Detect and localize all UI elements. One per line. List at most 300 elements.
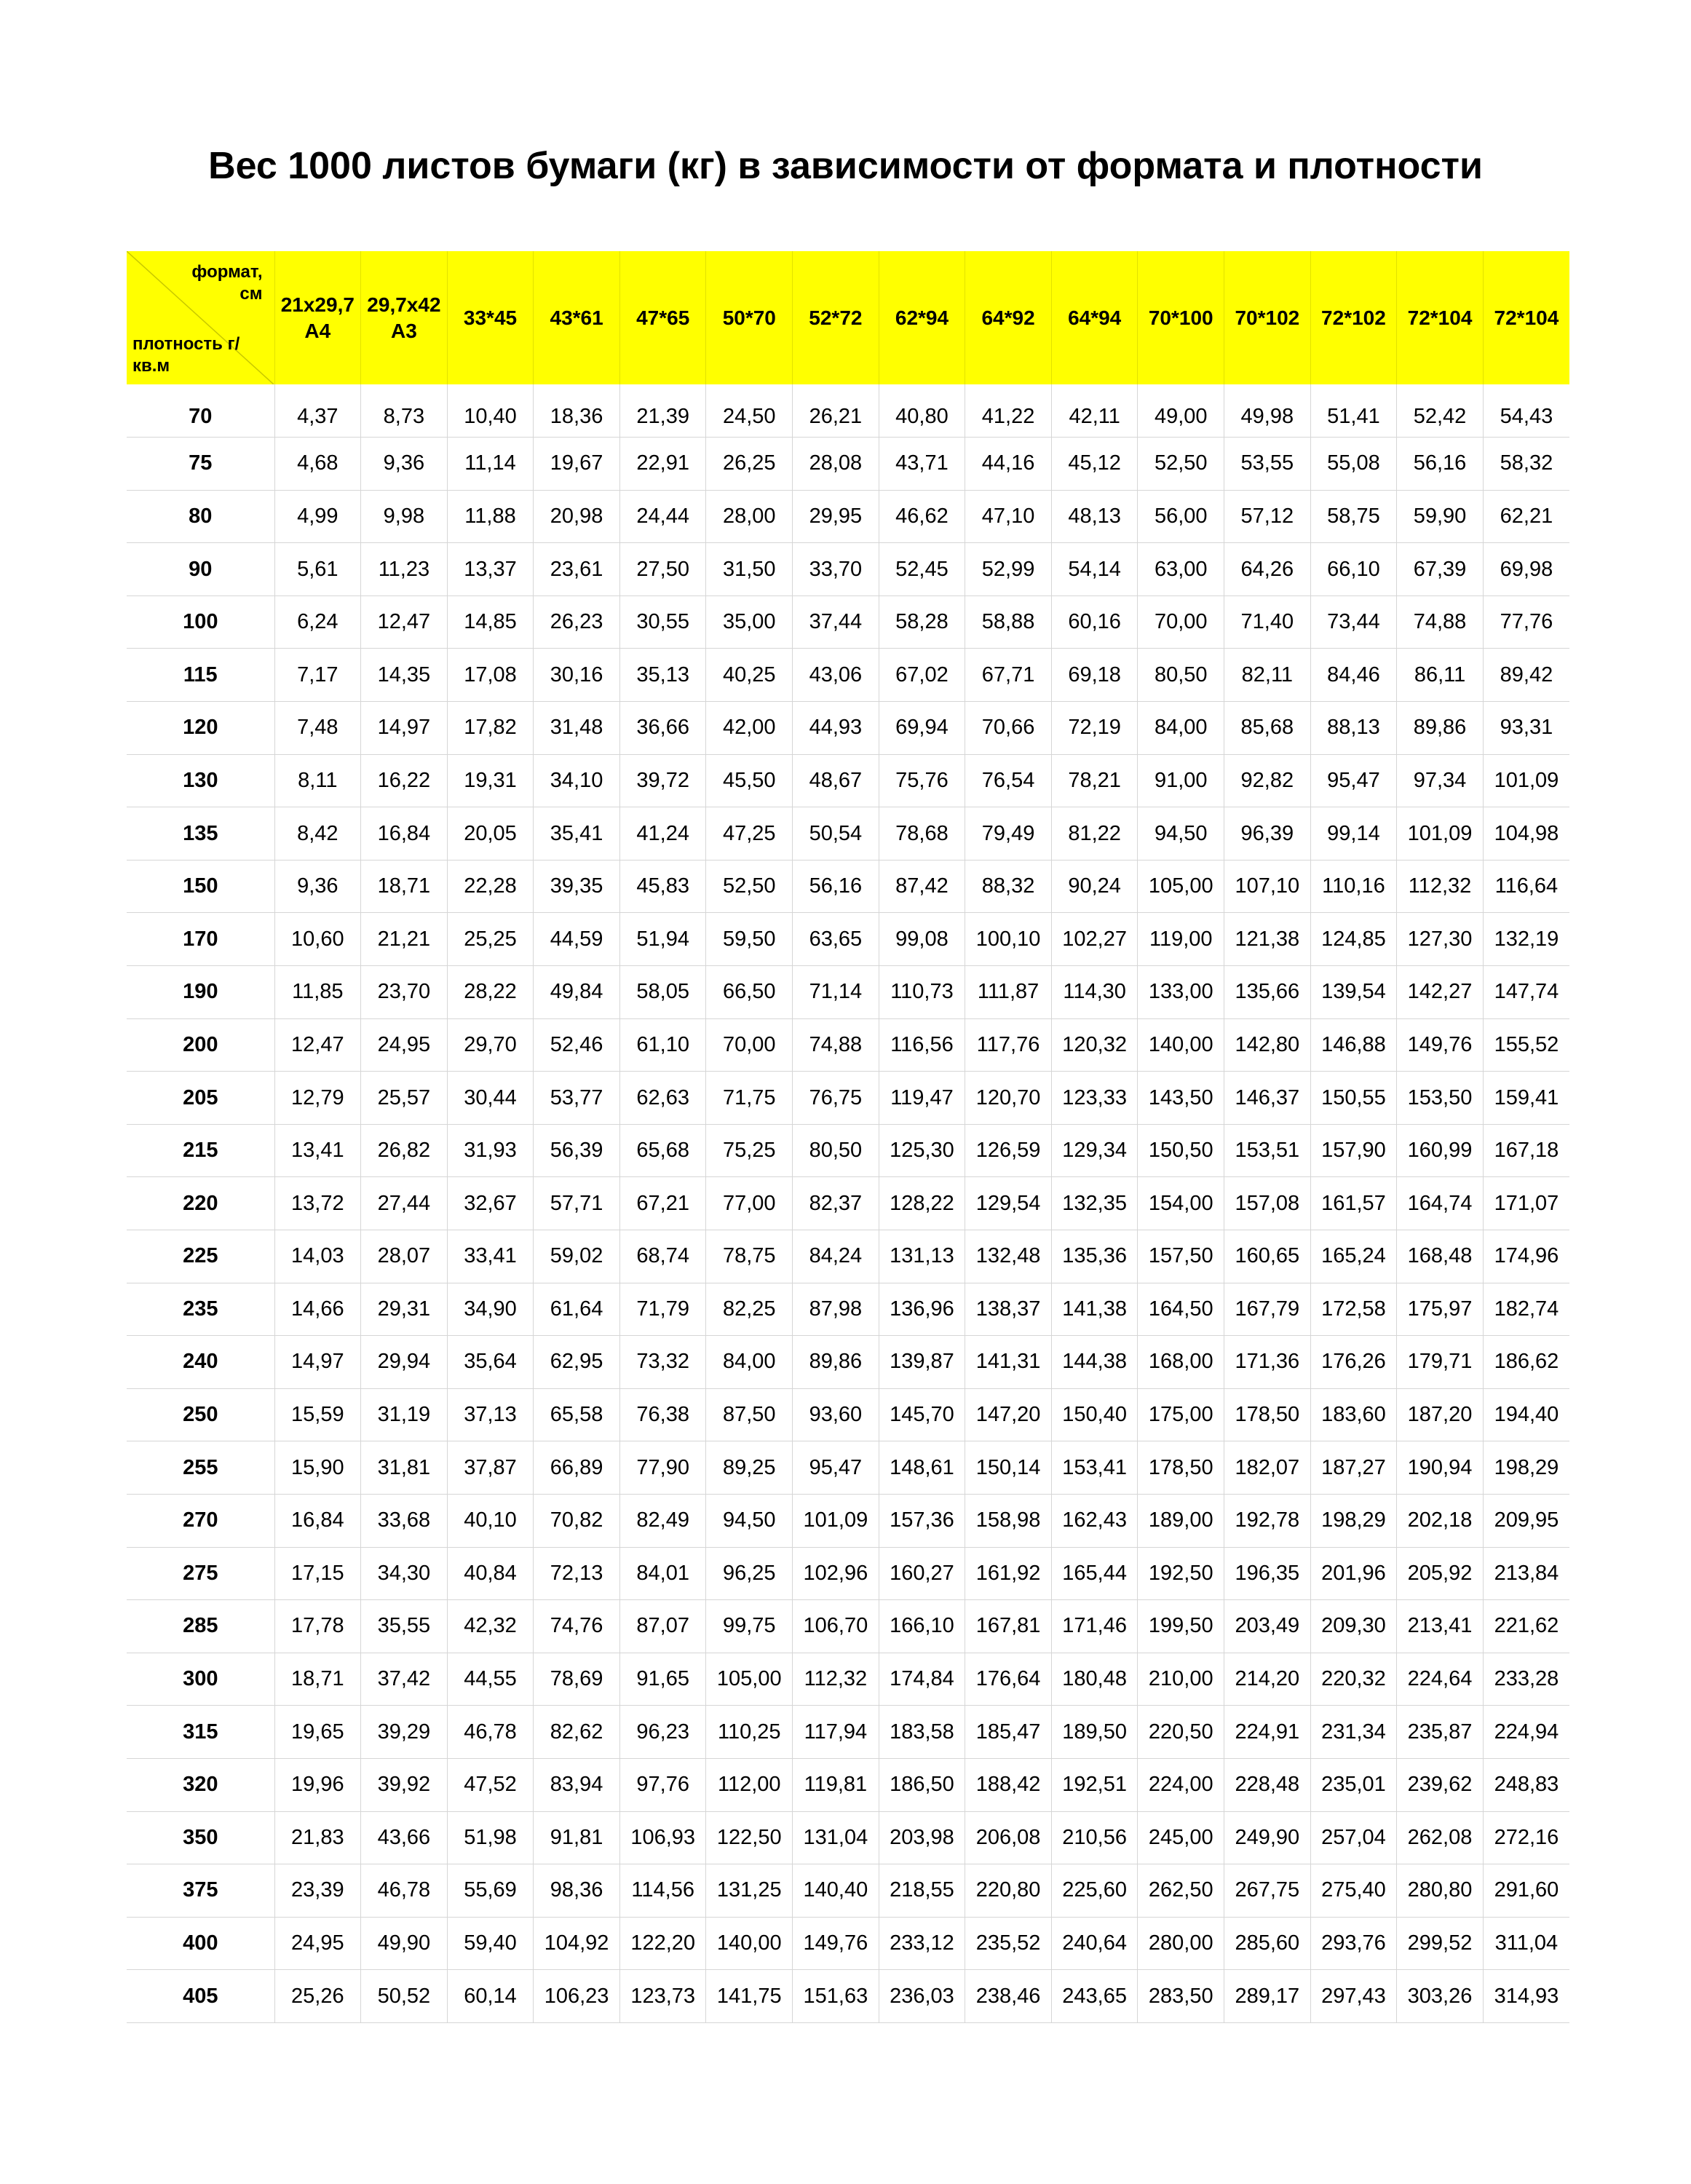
table-body xyxy=(127,384,1569,2022)
weight-cell: 66,50 xyxy=(706,966,793,1019)
weight-cell: 67,21 xyxy=(619,1177,706,1230)
weight-cell: 56,00 xyxy=(1138,490,1224,543)
weight-cell: 62,63 xyxy=(619,1072,706,1125)
weight-cell: 160,99 xyxy=(1397,1124,1484,1177)
weight-cell: 49,00 xyxy=(1138,384,1224,438)
density-cell: 75 xyxy=(127,438,274,491)
weight-cell: 198,29 xyxy=(1310,1494,1397,1547)
weight-cell: 157,36 xyxy=(879,1494,965,1547)
density-axis-label xyxy=(132,333,242,377)
weight-cell: 17,08 xyxy=(447,649,534,702)
weight-cell: 141,75 xyxy=(706,1970,793,2023)
weight-cell: 117,94 xyxy=(793,1706,879,1759)
page-title: Вес 1000 листов бумаги (кг) в зависимости от формата и плотности xyxy=(208,145,1483,187)
table-row xyxy=(127,1811,1569,1864)
weight-cell: 235,87 xyxy=(1397,1706,1484,1759)
weight-cell: 43,71 xyxy=(879,438,965,491)
weight-cell: 133,00 xyxy=(1138,966,1224,1019)
density-cell: 150 xyxy=(127,860,274,913)
column-header-size: 72*104 xyxy=(1407,306,1473,329)
weight-cell: 149,76 xyxy=(793,1917,879,1970)
paper-weight-table xyxy=(127,251,1569,2023)
density-cell: 400 xyxy=(127,1917,274,1970)
weight-cell: 289,17 xyxy=(1224,1970,1311,2023)
weight-cell: 32,67 xyxy=(447,1177,534,1230)
weight-cell: 182,74 xyxy=(1483,1283,1569,1336)
column-header xyxy=(1051,251,1138,384)
table-row xyxy=(127,1018,1569,1072)
weight-cell: 44,55 xyxy=(447,1653,534,1706)
weight-cell: 66,89 xyxy=(534,1441,620,1495)
weight-cell: 175,97 xyxy=(1397,1283,1484,1336)
weight-cell: 164,74 xyxy=(1397,1177,1484,1230)
table-row xyxy=(127,596,1569,649)
weight-cell: 35,64 xyxy=(447,1336,534,1389)
weight-cell: 20,98 xyxy=(534,490,620,543)
weight-cell: 139,87 xyxy=(879,1336,965,1389)
weight-cell: 155,52 xyxy=(1483,1018,1569,1072)
weight-cell: 135,66 xyxy=(1224,966,1311,1019)
weight-cell: 117,76 xyxy=(965,1018,1052,1072)
weight-cell: 205,92 xyxy=(1397,1547,1484,1600)
weight-cell: 37,87 xyxy=(447,1441,534,1495)
weight-cell: 57,12 xyxy=(1224,490,1311,543)
weight-cell: 29,94 xyxy=(361,1336,448,1389)
weight-cell: 127,30 xyxy=(1397,913,1484,966)
weight-cell: 36,66 xyxy=(619,702,706,755)
weight-cell: 18,71 xyxy=(361,860,448,913)
weight-cell: 101,09 xyxy=(1483,754,1569,807)
table-row xyxy=(127,384,1569,438)
table-row xyxy=(127,490,1569,543)
weight-cell: 224,91 xyxy=(1224,1706,1311,1759)
weight-cell: 58,28 xyxy=(879,596,965,649)
weight-cell: 6,24 xyxy=(274,596,361,649)
weight-cell: 141,38 xyxy=(1051,1283,1138,1336)
weight-cell: 107,10 xyxy=(1224,860,1311,913)
weight-cell: 15,59 xyxy=(274,1388,361,1441)
weight-cell: 76,38 xyxy=(619,1388,706,1441)
table-row xyxy=(127,1653,1569,1706)
weight-cell: 71,40 xyxy=(1224,596,1311,649)
weight-cell: 203,49 xyxy=(1224,1600,1311,1653)
weight-cell: 149,76 xyxy=(1397,1018,1484,1072)
weight-cell: 97,34 xyxy=(1397,754,1484,807)
weight-cell: 34,30 xyxy=(361,1547,448,1600)
weight-cell: 49,90 xyxy=(361,1917,448,1970)
weight-cell: 159,41 xyxy=(1483,1072,1569,1125)
weight-cell: 53,55 xyxy=(1224,438,1311,491)
weight-cell: 131,25 xyxy=(706,1864,793,1918)
weight-cell: 34,10 xyxy=(534,754,620,807)
column-header xyxy=(534,251,620,384)
table-row xyxy=(127,1124,1569,1177)
weight-cell: 60,14 xyxy=(447,1970,534,2023)
weight-cell: 31,81 xyxy=(361,1441,448,1495)
weight-cell: 210,00 xyxy=(1138,1653,1224,1706)
weight-cell: 186,62 xyxy=(1483,1336,1569,1389)
weight-cell: 174,96 xyxy=(1483,1230,1569,1283)
weight-cell: 95,47 xyxy=(793,1441,879,1495)
weight-cell: 82,25 xyxy=(706,1283,793,1336)
weight-cell: 77,00 xyxy=(706,1177,793,1230)
weight-cell: 192,78 xyxy=(1224,1494,1311,1547)
weight-cell: 42,32 xyxy=(447,1600,534,1653)
weight-cell: 14,03 xyxy=(274,1230,361,1283)
weight-cell: 51,94 xyxy=(619,913,706,966)
weight-cell: 209,30 xyxy=(1310,1600,1397,1653)
weight-cell: 132,19 xyxy=(1483,913,1569,966)
weight-cell: 10,40 xyxy=(447,384,534,438)
weight-cell: 172,58 xyxy=(1310,1283,1397,1336)
table-row xyxy=(127,1177,1569,1230)
weight-cell: 87,42 xyxy=(879,860,965,913)
weight-cell: 201,96 xyxy=(1310,1547,1397,1600)
weight-cell: 80,50 xyxy=(793,1124,879,1177)
weight-cell: 86,11 xyxy=(1397,649,1484,702)
column-header xyxy=(1310,251,1397,384)
weight-cell: 228,48 xyxy=(1224,1758,1311,1811)
weight-cell: 213,41 xyxy=(1397,1600,1484,1653)
weight-cell: 105,00 xyxy=(706,1653,793,1706)
weight-cell: 83,94 xyxy=(534,1758,620,1811)
table-row xyxy=(127,1547,1569,1600)
weight-cell: 143,50 xyxy=(1138,1072,1224,1125)
weight-cell: 45,83 xyxy=(619,860,706,913)
weight-cell: 18,36 xyxy=(534,384,620,438)
weight-cell: 81,22 xyxy=(1051,807,1138,860)
weight-cell: 21,39 xyxy=(619,384,706,438)
weight-cell: 66,10 xyxy=(1310,543,1397,596)
weight-cell: 16,84 xyxy=(361,807,448,860)
weight-cell: 12,47 xyxy=(361,596,448,649)
weight-cell: 20,05 xyxy=(447,807,534,860)
weight-cell: 46,78 xyxy=(447,1706,534,1759)
weight-cell: 21,21 xyxy=(361,913,448,966)
weight-cell: 74,88 xyxy=(1397,596,1484,649)
density-cell: 130 xyxy=(127,754,274,807)
column-header xyxy=(1138,251,1224,384)
weight-cell: 30,44 xyxy=(447,1072,534,1125)
weight-cell: 21,83 xyxy=(274,1811,361,1864)
weight-cell: 88,13 xyxy=(1310,702,1397,755)
weight-cell: 214,20 xyxy=(1224,1653,1311,1706)
weight-cell: 123,33 xyxy=(1051,1072,1138,1125)
weight-cell: 171,46 xyxy=(1051,1600,1138,1653)
weight-cell: 150,55 xyxy=(1310,1072,1397,1125)
density-cell: 170 xyxy=(127,913,274,966)
table-row xyxy=(127,1230,1569,1283)
weight-cell: 153,41 xyxy=(1051,1441,1138,1495)
weight-cell: 67,71 xyxy=(965,649,1052,702)
weight-cell: 99,14 xyxy=(1310,807,1397,860)
weight-cell: 30,55 xyxy=(619,596,706,649)
column-header xyxy=(361,251,448,384)
weight-cell: 51,41 xyxy=(1310,384,1397,438)
weight-cell: 233,28 xyxy=(1483,1653,1569,1706)
weight-cell: 189,50 xyxy=(1051,1706,1138,1759)
weight-cell: 35,55 xyxy=(361,1600,448,1653)
weight-cell: 10,60 xyxy=(274,913,361,966)
weight-cell: 167,18 xyxy=(1483,1124,1569,1177)
weight-cell: 190,94 xyxy=(1397,1441,1484,1495)
weight-cell: 140,00 xyxy=(706,1917,793,1970)
weight-cell: 71,75 xyxy=(706,1072,793,1125)
weight-cell: 22,91 xyxy=(619,438,706,491)
weight-cell: 146,37 xyxy=(1224,1072,1311,1125)
weight-cell: 140,00 xyxy=(1138,1018,1224,1072)
column-header-size: 33*45 xyxy=(463,306,518,329)
weight-cell: 162,43 xyxy=(1051,1494,1138,1547)
column-header xyxy=(1483,251,1569,384)
density-cell: 320 xyxy=(127,1758,274,1811)
weight-cell: 132,35 xyxy=(1051,1177,1138,1230)
weight-cell: 43,66 xyxy=(361,1811,448,1864)
weight-cell: 17,82 xyxy=(447,702,534,755)
weight-cell: 76,75 xyxy=(793,1072,879,1125)
weight-cell: 29,31 xyxy=(361,1283,448,1336)
weight-cell: 111,87 xyxy=(965,966,1052,1019)
weight-cell: 102,96 xyxy=(793,1547,879,1600)
weight-cell: 203,98 xyxy=(879,1811,965,1864)
weight-cell: 89,86 xyxy=(1397,702,1484,755)
weight-cell: 14,66 xyxy=(274,1283,361,1336)
weight-cell: 280,00 xyxy=(1138,1917,1224,1970)
weight-cell: 31,19 xyxy=(361,1388,448,1441)
weight-cell: 52,99 xyxy=(965,543,1052,596)
column-header-size: 43*61 xyxy=(550,306,603,329)
weight-cell: 112,00 xyxy=(706,1758,793,1811)
weight-cell: 245,00 xyxy=(1138,1811,1224,1864)
weight-cell: 14,97 xyxy=(274,1336,361,1389)
weight-cell: 84,00 xyxy=(706,1336,793,1389)
weight-cell: 11,85 xyxy=(274,966,361,1019)
table-row xyxy=(127,543,1569,596)
weight-cell: 196,35 xyxy=(1224,1547,1311,1600)
weight-cell: 78,68 xyxy=(879,807,965,860)
weight-cell: 101,09 xyxy=(793,1494,879,1547)
weight-cell: 45,50 xyxy=(706,754,793,807)
column-header-size: 70*102 xyxy=(1235,306,1300,329)
weight-cell: 61,10 xyxy=(619,1018,706,1072)
weight-cell: 94,50 xyxy=(1138,807,1224,860)
weight-cell: 40,84 xyxy=(447,1547,534,1600)
weight-cell: 122,50 xyxy=(706,1811,793,1864)
weight-cell: 105,00 xyxy=(1138,860,1224,913)
weight-cell: 13,37 xyxy=(447,543,534,596)
weight-cell: 30,16 xyxy=(534,649,620,702)
weight-cell: 112,32 xyxy=(793,1653,879,1706)
weight-cell: 65,68 xyxy=(619,1124,706,1177)
weight-cell: 157,08 xyxy=(1224,1177,1311,1230)
weight-cell: 71,79 xyxy=(619,1283,706,1336)
column-header xyxy=(447,251,534,384)
weight-cell: 120,70 xyxy=(965,1072,1052,1125)
weight-cell: 153,51 xyxy=(1224,1124,1311,1177)
weight-cell: 75,76 xyxy=(879,754,965,807)
weight-cell: 18,71 xyxy=(274,1653,361,1706)
density-cell: 250 xyxy=(127,1388,274,1441)
weight-cell: 132,48 xyxy=(965,1230,1052,1283)
weight-cell: 52,45 xyxy=(879,543,965,596)
weight-cell: 120,32 xyxy=(1051,1018,1138,1072)
table-row xyxy=(127,1072,1569,1125)
weight-cell: 100,10 xyxy=(965,913,1052,966)
weight-cell: 26,21 xyxy=(793,384,879,438)
density-cell: 375 xyxy=(127,1864,274,1918)
column-header xyxy=(1224,251,1311,384)
weight-cell: 44,59 xyxy=(534,913,620,966)
weight-cell: 179,71 xyxy=(1397,1336,1484,1389)
weight-cell: 69,98 xyxy=(1483,543,1569,596)
weight-cell: 31,50 xyxy=(706,543,793,596)
weight-cell: 176,64 xyxy=(965,1653,1052,1706)
weight-cell: 74,88 xyxy=(793,1018,879,1072)
weight-cell: 11,14 xyxy=(447,438,534,491)
weight-cell: 79,49 xyxy=(965,807,1052,860)
weight-cell: 187,20 xyxy=(1397,1388,1484,1441)
weight-cell: 126,59 xyxy=(965,1124,1052,1177)
weight-cell: 23,61 xyxy=(534,543,620,596)
table-row xyxy=(127,649,1569,702)
weight-cell: 47,25 xyxy=(706,807,793,860)
weight-cell: 123,73 xyxy=(619,1970,706,2023)
weight-cell: 167,81 xyxy=(965,1600,1052,1653)
weight-cell: 19,31 xyxy=(447,754,534,807)
weight-cell: 178,50 xyxy=(1224,1388,1311,1441)
weight-cell: 75,25 xyxy=(706,1124,793,1177)
weight-cell: 31,93 xyxy=(447,1124,534,1177)
weight-cell: 311,04 xyxy=(1483,1917,1569,1970)
table-row xyxy=(127,702,1569,755)
weight-cell: 224,64 xyxy=(1397,1653,1484,1706)
table-row xyxy=(127,807,1569,860)
weight-cell: 167,79 xyxy=(1224,1283,1311,1336)
weight-cell: 87,07 xyxy=(619,1600,706,1653)
weight-cell: 224,94 xyxy=(1483,1706,1569,1759)
weight-cell: 231,34 xyxy=(1310,1706,1397,1759)
weight-cell: 188,42 xyxy=(965,1758,1052,1811)
density-cell: 405 xyxy=(127,1970,274,2023)
weight-cell: 31,48 xyxy=(534,702,620,755)
weight-cell: 89,42 xyxy=(1483,649,1569,702)
weight-cell: 166,10 xyxy=(879,1600,965,1653)
weight-cell: 73,44 xyxy=(1310,596,1397,649)
weight-cell: 218,55 xyxy=(879,1864,965,1918)
weight-cell: 104,98 xyxy=(1483,807,1569,860)
corner-header-cell xyxy=(127,251,274,384)
weight-cell: 43,06 xyxy=(793,649,879,702)
weight-cell: 48,67 xyxy=(793,754,879,807)
weight-cell: 84,01 xyxy=(619,1547,706,1600)
weight-cell: 54,43 xyxy=(1483,384,1569,438)
weight-cell: 158,98 xyxy=(965,1494,1052,1547)
weight-cell: 150,14 xyxy=(965,1441,1052,1495)
weight-cell: 7,48 xyxy=(274,702,361,755)
weight-cell: 91,81 xyxy=(534,1811,620,1864)
table-row xyxy=(127,1388,1569,1441)
weight-cell: 25,57 xyxy=(361,1072,448,1125)
weight-cell: 187,27 xyxy=(1310,1441,1397,1495)
weight-cell: 192,50 xyxy=(1138,1547,1224,1600)
weight-cell: 131,04 xyxy=(793,1811,879,1864)
weight-cell: 90,24 xyxy=(1051,860,1138,913)
weight-cell: 50,54 xyxy=(793,807,879,860)
weight-cell: 112,32 xyxy=(1397,860,1484,913)
weight-cell: 99,75 xyxy=(706,1600,793,1653)
weight-cell: 37,42 xyxy=(361,1653,448,1706)
column-header xyxy=(619,251,706,384)
weight-cell: 24,44 xyxy=(619,490,706,543)
weight-cell: 84,00 xyxy=(1138,702,1224,755)
weight-cell: 59,50 xyxy=(706,913,793,966)
weight-cell: 29,70 xyxy=(447,1018,534,1072)
weight-cell: 28,22 xyxy=(447,966,534,1019)
weight-cell: 114,30 xyxy=(1051,966,1138,1019)
table-row xyxy=(127,754,1569,807)
weight-cell: 4,68 xyxy=(274,438,361,491)
weight-cell: 87,50 xyxy=(706,1388,793,1441)
weight-cell: 70,82 xyxy=(534,1494,620,1547)
weight-cell: 56,16 xyxy=(1397,438,1484,491)
table-row xyxy=(127,1706,1569,1759)
weight-cell: 116,56 xyxy=(879,1018,965,1072)
weight-cell: 249,90 xyxy=(1224,1811,1311,1864)
weight-cell: 145,70 xyxy=(879,1388,965,1441)
column-header-size: 21x29,7 xyxy=(280,293,355,316)
weight-cell: 164,50 xyxy=(1138,1283,1224,1336)
weight-cell: 210,56 xyxy=(1051,1811,1138,1864)
weight-cell: 73,32 xyxy=(619,1336,706,1389)
weight-cell: 175,00 xyxy=(1138,1388,1224,1441)
density-cell: 240 xyxy=(127,1336,274,1389)
weight-cell: 71,14 xyxy=(793,966,879,1019)
weight-cell: 293,76 xyxy=(1310,1917,1397,1970)
weight-cell: 180,48 xyxy=(1051,1653,1138,1706)
weight-cell: 235,01 xyxy=(1310,1758,1397,1811)
weight-cell: 26,25 xyxy=(706,438,793,491)
weight-cell: 136,96 xyxy=(879,1283,965,1336)
weight-cell: 243,65 xyxy=(1051,1970,1138,2023)
weight-cell: 72,19 xyxy=(1051,702,1138,755)
weight-cell: 91,65 xyxy=(619,1653,706,1706)
weight-cell: 135,36 xyxy=(1051,1230,1138,1283)
weight-cell: 9,98 xyxy=(361,490,448,543)
weight-cell: 122,20 xyxy=(619,1917,706,1970)
weight-cell: 151,63 xyxy=(793,1970,879,2023)
weight-cell: 67,02 xyxy=(879,649,965,702)
weight-cell: 42,00 xyxy=(706,702,793,755)
table-row xyxy=(127,1336,1569,1389)
density-cell: 115 xyxy=(127,649,274,702)
weight-cell: 24,95 xyxy=(274,1917,361,1970)
weight-cell: 17,78 xyxy=(274,1600,361,1653)
column-header-size: 72*104 xyxy=(1494,306,1559,329)
weight-cell: 129,34 xyxy=(1051,1124,1138,1177)
weight-cell: 63,65 xyxy=(793,913,879,966)
weight-cell: 28,00 xyxy=(706,490,793,543)
weight-cell: 26,82 xyxy=(361,1124,448,1177)
weight-cell: 12,79 xyxy=(274,1072,361,1125)
weight-cell: 35,13 xyxy=(619,649,706,702)
weight-cell: 129,54 xyxy=(965,1177,1052,1230)
weight-cell: 82,37 xyxy=(793,1177,879,1230)
weight-cell: 97,76 xyxy=(619,1758,706,1811)
weight-cell: 24,95 xyxy=(361,1018,448,1072)
weight-cell: 176,26 xyxy=(1310,1336,1397,1389)
weight-cell: 192,51 xyxy=(1051,1758,1138,1811)
weight-cell: 37,13 xyxy=(447,1388,534,1441)
